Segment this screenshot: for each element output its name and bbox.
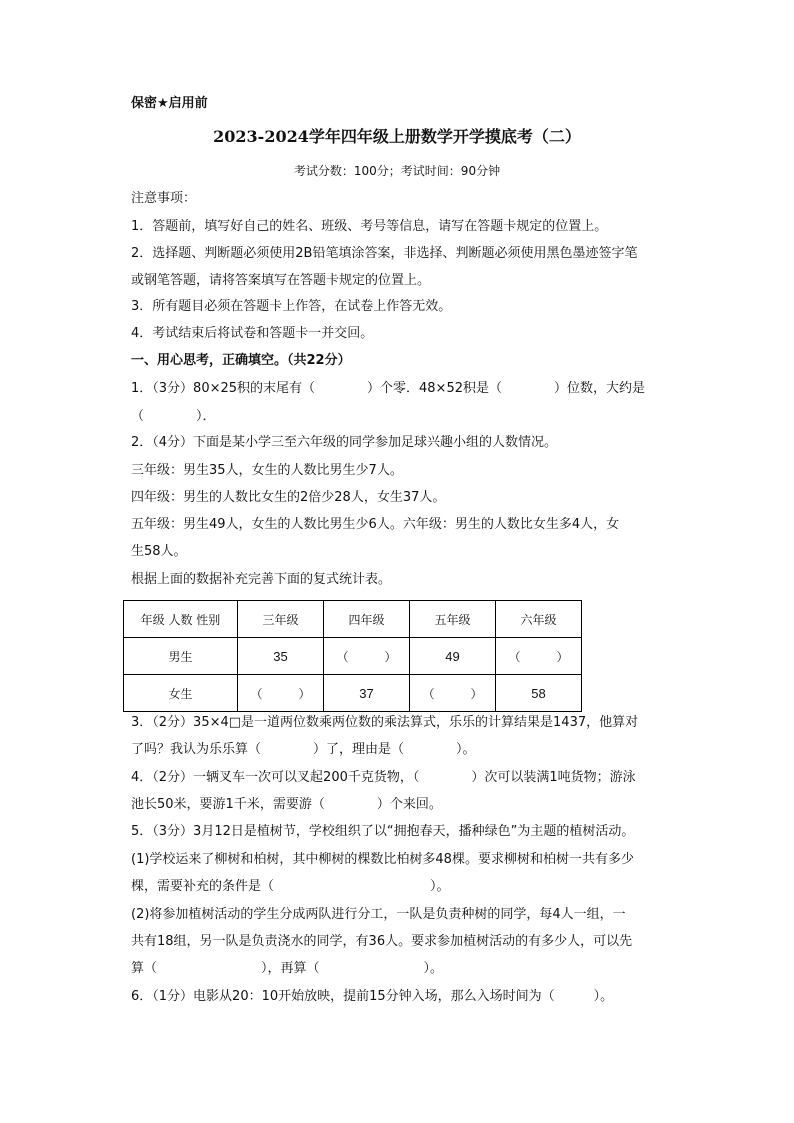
question-1-line: 1．（3分）80×25积的末尾有（ ）个零．48×52积是（ ）位数，大约是: [131, 381, 645, 396]
question-5-line: 棵，需要补充的条件是（ ）。: [131, 879, 450, 894]
table-cell: 男生: [124, 638, 238, 675]
question-5-line: (1)学校运来了柳树和柏树，其中柳树的棵数比柏树多48棵。要求柳树和柏树一共有多少: [131, 852, 634, 867]
table-cell: 37: [324, 675, 410, 712]
table-cell: 49: [410, 638, 496, 675]
table-cell: （ ）: [496, 638, 582, 675]
question-6-line: 6．（1分）电影从20：10开始放映，提前15分钟入场，那么入场时间为（ ）。: [131, 989, 614, 1004]
section-heading: 一、用心思考，正确填空。（共22分）: [131, 353, 351, 368]
note-item: 2．选择题、判断题必须使用2B铅笔填涂答案，非选择、判断题必须使用黑色墨迹签字笔: [131, 246, 638, 261]
table-cell: 女生: [124, 675, 238, 712]
table-header-cell: 年级 人数 性别: [124, 601, 238, 638]
question-3-line: 3．（2分）35×4□是一道两位数乘两位数的乘法算式，乐乐的计算结果是1437，他算对: [131, 715, 639, 730]
note-item: 4．考试结束后将试卷和答题卡一并交回。: [131, 326, 374, 341]
question-3-line: 了吗？我认为乐乐算（ ）了，理由是（ ）。: [131, 742, 476, 757]
table-cell: 35: [238, 638, 324, 675]
question-2-line: 三年级：男生35人，女生的人数比男生少7人。: [131, 463, 403, 478]
question-5-line: 共有18组，另一队是负责浇水的同学，有36人。要求参加植树活动的有多少人，可以先: [131, 934, 633, 949]
note-item: 3．所有题目必须在答题卡上作答，在试卷上作答无效。: [131, 299, 452, 314]
table-cell: （ ）: [324, 638, 410, 675]
question-4-line: 4．（2分）一辆叉车一次可以叉起200千克货物，（ ）次可以装满1吨货物；游泳: [131, 770, 636, 785]
question-2-line: 四年级：男生的人数比女生的2倍少28人，女生37人。: [131, 490, 446, 505]
table-header-cell: 六年级: [496, 601, 582, 638]
exam-info: 考试分数：100分；考试时间：90分钟: [293, 164, 501, 178]
table-row: [124, 675, 582, 712]
question-5-line: 算（ ），再算（ ）。: [131, 961, 444, 976]
question-4-line: 池长50米，要游1千米，需要游（ ）个来回。: [131, 797, 442, 812]
table-row: [124, 638, 582, 675]
table-header-cell: 五年级: [410, 601, 496, 638]
question-2-line: 生58人。: [131, 544, 187, 559]
note-item: 或钢笔答题，请将答案填写在答题卡规定的位置上。: [131, 273, 431, 288]
question-2-line: 根据上面的数据补充完善下面的复式统计表。: [131, 572, 392, 587]
table-cell: （ ）: [238, 675, 324, 712]
table-cell: 58: [496, 675, 582, 712]
question-1-line: （ ）．: [131, 409, 216, 424]
table-header-cell: 三年级: [238, 601, 324, 638]
note-item: 1．答题前，填写好自己的姓名、班级、考号等信息，请写在答题卡规定的位置上。: [131, 219, 608, 234]
question-2-line: 2．（4分）下面是某小学三至六年级的同学参加足球兴趣小组的人数情况。: [131, 435, 558, 450]
table-cell: （ ）: [410, 675, 496, 712]
table-header-row: [124, 601, 582, 638]
stats-table: [123, 600, 582, 712]
question-2-line: 五年级：男生49人，女生的人数比男生少6人。六年级：男生的人数比女生多4人，女: [131, 517, 620, 532]
question-5-line: 5．（3分）3月12日是植树节，学校组织了以“拥抱春天，播种绿色”为主题的植树活动。: [131, 824, 635, 839]
exam-title: 2023-2024学年四年级上册数学开学摸底考（二）: [213, 127, 581, 146]
notes-heading: 注意事项：: [131, 191, 197, 206]
question-5-line: (2)将参加植树活动的学生分成两队进行分工，一队是负责种树的同学，每4人一组，一: [131, 907, 626, 922]
secret-label: 保密★启用前: [131, 96, 208, 111]
table-header-cell: 四年级: [324, 601, 410, 638]
